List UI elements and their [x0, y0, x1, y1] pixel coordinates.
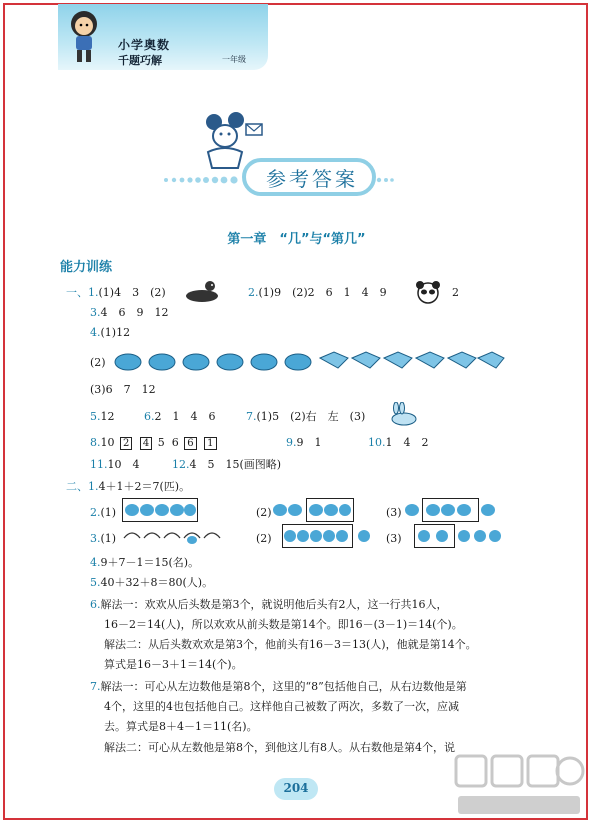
boxed-fish-group-icon	[122, 498, 198, 522]
answer-text: (1)5 (2)右 左 (3)	[256, 410, 366, 423]
answer-text: (1)9 (2)2 6 1 4 9	[258, 286, 387, 299]
item-number: 二、1.	[66, 480, 99, 493]
answer-row-10	[90, 506, 116, 520]
answer-text: (2)	[256, 506, 272, 519]
answer-row-19	[104, 700, 459, 714]
book-subtitle: 千题巧解	[118, 54, 162, 67]
answer-text: 5	[157, 436, 165, 449]
answer-row-10b	[256, 506, 272, 520]
answer-banner-title: 参考答案	[266, 167, 358, 191]
answer-text: 解法一：可心从左边数他是第8个，这里的“8”包括他自己，从右边数他是第	[100, 680, 467, 693]
fish-group-partial-box-icon	[402, 524, 502, 548]
answer-text: 10	[100, 436, 115, 449]
answer-text: 2 1 4 6	[154, 410, 216, 423]
answer-row-21	[104, 741, 455, 755]
answer-text: 4＋1＋2＝7(匹)。	[98, 480, 191, 493]
panda-icon	[414, 280, 442, 304]
answer-row-5	[90, 383, 156, 397]
answer-row-18	[90, 680, 467, 694]
item-number: 3.	[90, 532, 101, 545]
boxed-digit: 4	[140, 437, 152, 450]
boxed-fish-group-icon	[272, 524, 372, 548]
item-number: 12.	[172, 458, 190, 471]
item-number: 3.	[90, 306, 101, 319]
answer-row-1b	[248, 286, 387, 300]
item-number: 一、1.	[66, 286, 99, 299]
answer-row-12	[90, 556, 199, 570]
item-number: 11.	[90, 458, 108, 471]
item-number: 6.	[90, 598, 101, 611]
answer-text: 16－2＝14(人)，所以欢欢从前头数是第14个。即16－(3－1)＝14(个)。	[104, 618, 463, 631]
answer-row-15	[104, 618, 463, 632]
answer-text: 解法一：欢欢从后头数是第3个，就说明他后头有2人，这一行共16人，	[100, 598, 448, 611]
section-title: 能力训练	[60, 260, 113, 275]
answer-row-6	[90, 410, 115, 424]
answer-text: 6	[171, 436, 179, 449]
answer-text: 去。算式是8＋4－1＝11(名)。	[104, 720, 258, 733]
answer-text: (3)6 7 12	[90, 383, 156, 396]
answer-text: 9 1	[296, 436, 322, 449]
answer-row-1c	[452, 286, 459, 300]
item-number: 10.	[368, 436, 386, 449]
cartoon-boy-icon	[60, 6, 112, 66]
item-number: 5.	[90, 410, 101, 423]
answer-row-8	[90, 458, 140, 472]
answer-row-17	[104, 658, 243, 672]
answer-row-14	[90, 598, 448, 612]
answer-row-4	[90, 356, 106, 370]
item-number: 2.	[90, 506, 101, 519]
item-number: 7.	[90, 680, 101, 693]
turtle-and-bird-row-icon	[112, 346, 506, 374]
answer-text: (3)	[386, 506, 402, 519]
answer-text: 解法二：从后头数欢欢是第3个，他前头有16－3＝13(人)，他就是第14个。	[104, 638, 477, 651]
grade-label: 一年级	[222, 55, 246, 64]
answer-text: 4 6 9 12	[100, 306, 169, 319]
answer-text: 解法二：可心从左数他是第8个，到他这儿有8人。从右数他是第4个，说	[104, 741, 455, 754]
answer-row-1	[66, 286, 166, 300]
answer-text: 9＋7－1＝15(名)。	[100, 556, 200, 569]
item-number: 7.	[246, 410, 257, 423]
answer-row-8b	[172, 458, 281, 472]
answer-row-13	[90, 576, 213, 590]
answer-text: 4 5 15(画图略)	[189, 458, 282, 471]
answer-text: (2)	[90, 356, 106, 369]
answer-row-10c	[386, 506, 402, 520]
answer-text: (2)	[256, 532, 272, 545]
answer-row-9	[66, 480, 190, 494]
answer-text: 4个，这里的4也包括他自己。这样他自己被数了两次，多数了一次，应减	[104, 700, 459, 713]
answer-row-20	[104, 720, 258, 734]
seal-icon	[182, 278, 222, 304]
fish-group-partial-box-icon	[402, 498, 502, 522]
book-title: 小学奥数	[118, 38, 171, 52]
answer-text: 算式是16－3＋1＝14(个)。	[104, 658, 243, 671]
answer-text: (1)	[100, 506, 117, 519]
answer-row-11b	[256, 532, 272, 546]
answer-row-16	[104, 638, 477, 652]
watermark-logo-icon	[452, 750, 586, 820]
answer-text: (1)4 3 (2)	[98, 286, 166, 299]
item-number: 6.	[144, 410, 155, 423]
page-number: 204	[283, 781, 309, 795]
item-number: 4.	[90, 326, 101, 339]
answer-row-7	[90, 436, 219, 450]
answer-text: (3)	[386, 532, 402, 545]
boxed-digit: 2	[120, 437, 132, 450]
answer-text: 10 4	[107, 458, 140, 471]
rabbit-icon	[386, 402, 420, 426]
answer-row-6b	[144, 410, 216, 424]
answer-text: (1)	[100, 532, 117, 545]
item-number: 8.	[90, 436, 101, 449]
answer-row-11	[90, 532, 116, 546]
item-number: 9.	[286, 436, 297, 449]
answer-text: 12	[100, 410, 115, 423]
answer-row-7b	[286, 436, 322, 450]
item-number: 4.	[90, 556, 101, 569]
item-number: 5.	[90, 576, 101, 589]
answer-row-7c	[368, 436, 429, 450]
answer-row-6c	[246, 410, 365, 424]
item-number: 2.	[248, 286, 259, 299]
answer-row-11c	[386, 532, 402, 546]
fish-group-partial-box-icon	[272, 498, 354, 522]
answer-text: 2	[452, 286, 459, 299]
boxed-digit: 1	[204, 437, 216, 450]
answer-text: 40＋32＋8＝80(人)。	[100, 576, 214, 589]
boxed-digit: 6	[184, 437, 196, 450]
answer-text: (1)12	[100, 326, 131, 339]
bird-sketch-row-icon	[122, 524, 222, 548]
answer-row-3	[90, 326, 130, 340]
answer-text: 1 4 2	[385, 436, 429, 449]
answer-row-2	[90, 306, 169, 320]
chapter-title: 第一章 “几”与“第几”	[227, 232, 366, 247]
